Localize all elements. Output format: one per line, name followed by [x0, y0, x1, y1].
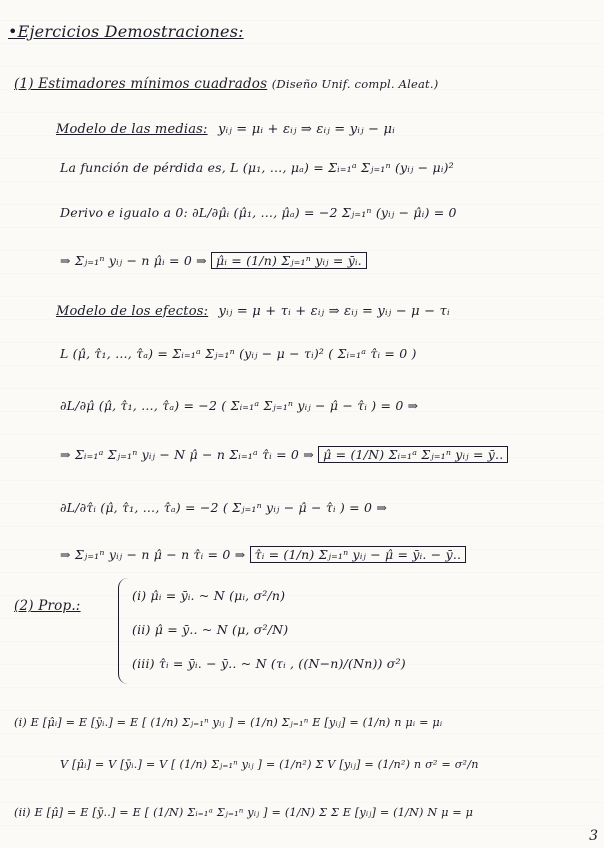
efectos-mu-row: [60, 446, 508, 463]
prop-item: (iii) τ̂ᵢ = ȳᵢ. − ȳ.. ~ N (τᵢ , ((N−n)/(Nn)) σ²): [132, 656, 406, 671]
section-1-title-row: [14, 76, 438, 92]
efectos-loss: L (μ̂, τ̂₁, …, τ̂ₐ) = Σᵢ₌₁ᵃ Σⱼ₌₁ⁿ (yᵢⱼ − μ − τᵢ)² ( Σᵢ₌₁ᵃ τ̂ᵢ = 0 ): [60, 346, 417, 361]
efectos-label: Modelo de los efectos:: [56, 304, 209, 319]
medias-derivative: Derivo e igualo a 0: ∂L/∂μ̂ᵢ (μ̂₁, …, μ̂ₐ) = −2 Σⱼ₌₁ⁿ (yᵢⱼ − μ̂ᵢ) = 0: [60, 205, 457, 220]
proof-line: (ii) E [μ̂] = E [ȳ..] = E [ (1/N) Σᵢ₌₁ᵃ Σⱼ₌₁ⁿ yᵢⱼ ] = (1/N) Σ Σ E [yᵢⱼ] = (1/N) N μ = μ: [14, 806, 474, 819]
page-heading: •Ejercicios Demostraciones:: [8, 22, 244, 41]
medias-result-row: [60, 252, 367, 269]
section-1-note: (Diseño Unif. compl. Aleat.): [271, 77, 439, 91]
medias-result-box: μ̂ᵢ = (1/n) Σⱼ₌₁ⁿ yᵢⱼ = ȳᵢ.: [211, 252, 367, 269]
efectos-dmu: ∂L/∂μ̂ (μ̂, τ̂₁, …, τ̂ₐ) = −2 ( Σᵢ₌₁ᵃ Σⱼ₌₁ⁿ yᵢⱼ − μ̂ − τ̂ᵢ ) = 0 ⇒: [60, 398, 419, 413]
proof-line: V [μ̂ᵢ] = V [ȳᵢ.] = V [ (1/n) Σⱼ₌₁ⁿ yᵢⱼ ] = (1/n²) Σ V [yᵢⱼ] = (1/n²) n σ² = σ²/n: [60, 758, 479, 771]
efectos-tau-row: [60, 546, 466, 563]
prop-item: (i) μ̂ᵢ = ȳᵢ. ~ N (μᵢ, σ²/n): [132, 588, 286, 603]
efectos-tau-steps: ⇒ Σⱼ₌₁ⁿ yᵢⱼ − n μ̂ − n τ̂ᵢ = 0 ⇒: [60, 547, 246, 562]
efectos-model: yᵢⱼ = μ + τᵢ + εᵢⱼ ⇒ εᵢⱼ = yᵢⱼ − μ − τᵢ: [218, 304, 450, 319]
medias-result-steps: ⇒ Σⱼ₌₁ⁿ yᵢⱼ − n μ̂ᵢ = 0 ⇒: [60, 253, 207, 268]
section-1-title: (1) Estimadores mínimos cuadrados: [14, 76, 268, 92]
page-number: 3: [589, 828, 598, 844]
medias-model: yᵢⱼ = μᵢ + εᵢⱼ ⇒ εᵢⱼ = yᵢⱼ − μᵢ: [217, 122, 395, 137]
prop-item: (ii) μ̂ = ȳ.. ~ N (μ, σ²/N): [132, 622, 289, 637]
section-2-label: (2) Prop.:: [14, 598, 81, 614]
efectos-dtau: ∂L/∂τ̂ᵢ (μ̂, τ̂₁, …, τ̂ₐ) = −2 ( Σⱼ₌₁ⁿ yᵢⱼ − μ̂ − τ̂ᵢ ) = 0 ⇒: [60, 500, 387, 515]
props-brace: [118, 578, 129, 684]
proof-line: (i) E [μ̂ᵢ] = E [ȳᵢ.] = E [ (1/n) Σⱼ₌₁ⁿ yᵢⱼ ] = (1/n) Σⱼ₌₁ⁿ E [yᵢⱼ] = (1/n) n μᵢ = μᵢ: [14, 716, 443, 729]
medias-label: Modelo de las medias:: [56, 122, 208, 137]
efectos-model-row: [56, 304, 450, 319]
medias-model-row: [56, 122, 395, 137]
efectos-mu-box: μ̂ = (1/N) Σᵢ₌₁ᵃ Σⱼ₌₁ⁿ yᵢⱼ = ȳ..: [318, 446, 508, 463]
efectos-mu-steps: ⇒ Σᵢ₌₁ᵃ Σⱼ₌₁ⁿ yᵢⱼ − N μ̂ − n Σᵢ₌₁ᵃ τ̂ᵢ = 0 ⇒: [60, 447, 314, 462]
medias-loss: La función de pérdida es, L (μ₁, …, μₐ) = Σᵢ₌₁ᵃ Σⱼ₌₁ⁿ (yᵢⱼ − μᵢ)²: [60, 160, 454, 175]
efectos-tau-box: τ̂ᵢ = (1/n) Σⱼ₌₁ⁿ yᵢⱼ − μ̂ = ȳᵢ. − ȳ..: [250, 546, 467, 563]
